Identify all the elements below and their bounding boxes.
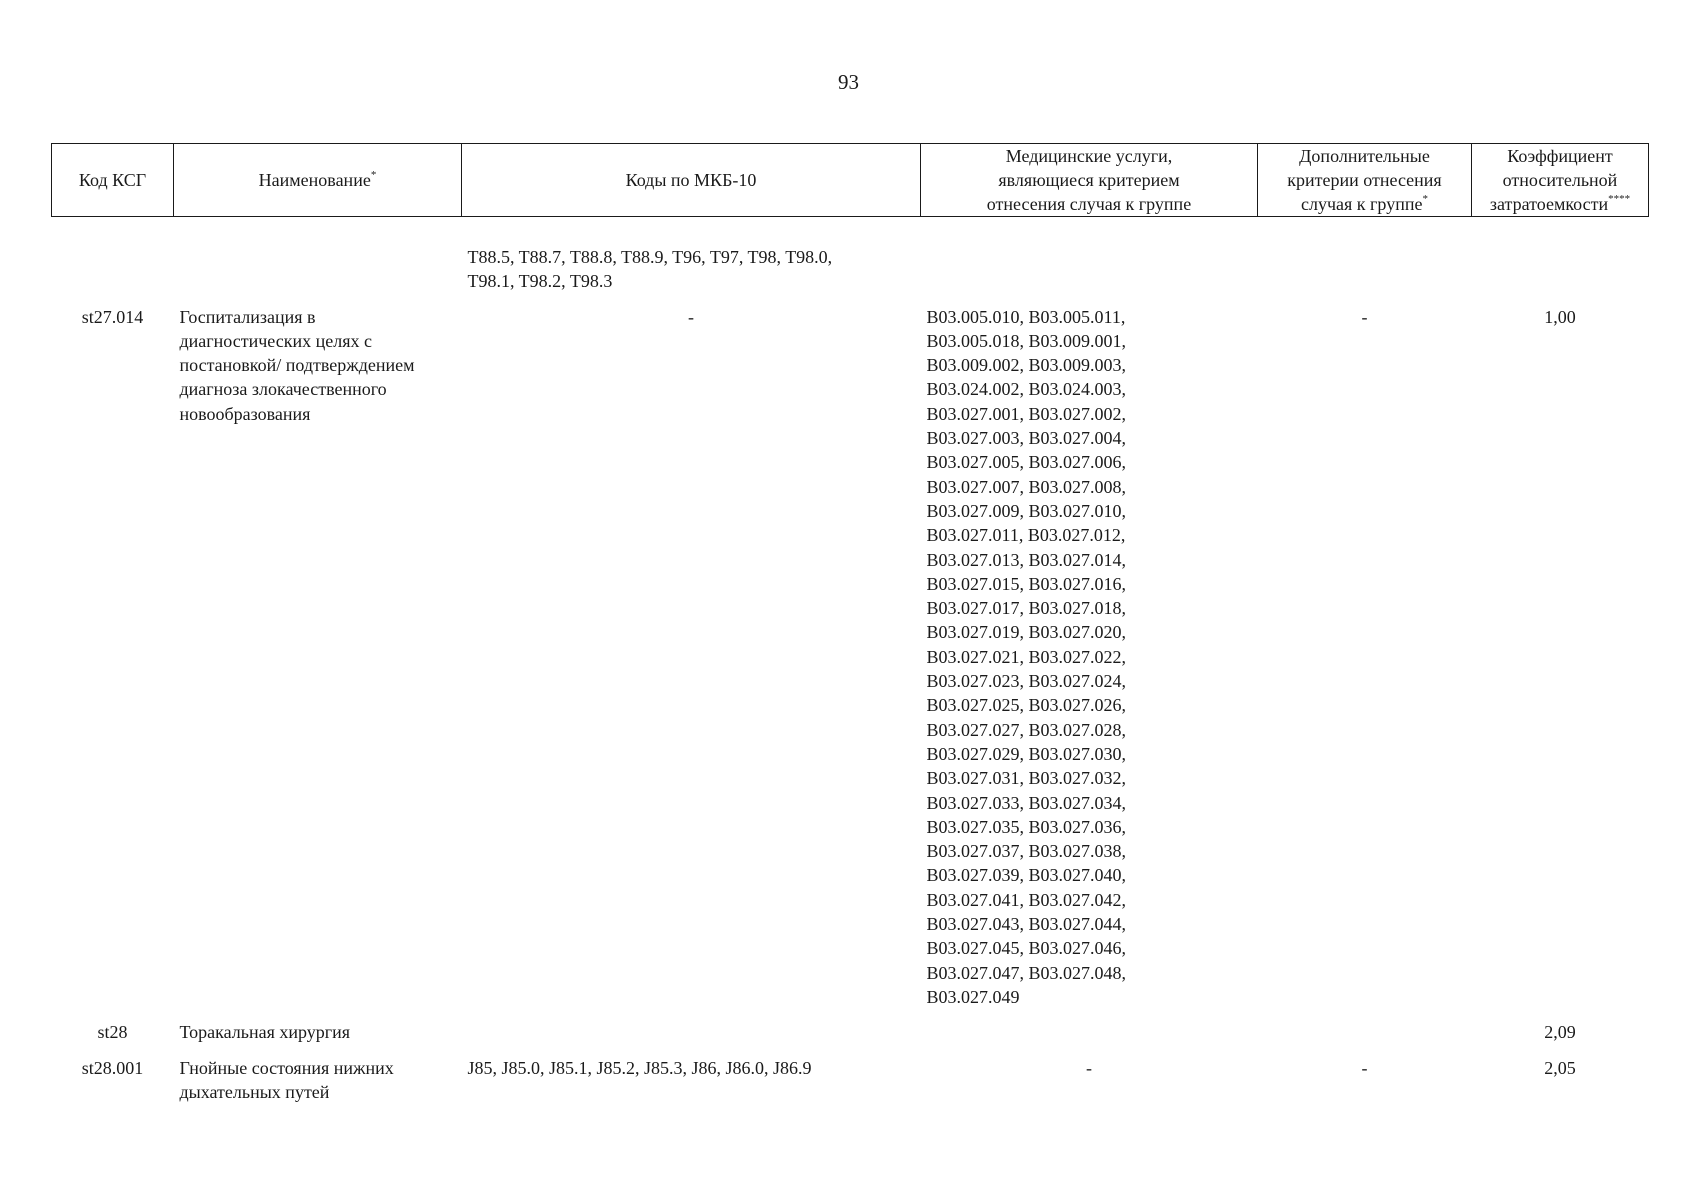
ksg-name-cell: Гнойные состояния нижних дыхательных путей [179, 1057, 394, 1102]
extra-criteria-cell: - [1361, 1057, 1368, 1078]
table-row [52, 1020, 1649, 1055]
table-row [52, 305, 1649, 1021]
page-number: 93 [838, 70, 859, 94]
ksg-code-cell: st28 [97, 1022, 128, 1043]
header-name: Наименование* [174, 144, 462, 217]
coefficient-cell: 1,00 [1544, 306, 1576, 327]
footnote-mark: **** [1608, 193, 1631, 205]
services-cell: B03.005.010, B03.005.011, B03.005.018, B03.009.001, B03.009.002, B03.009.003, B03.024.002, B03.024.003, B03.027.001, B03.027.002, B03.027.003, B03.027.004, B03.027.005, B03.027.006, B03.027.007, B03.027.008, B03.027.009, B03.027.010, B03.027.011, B03.027.012, B03.027.013, B03.027.014, B03.027.015, B03.027.016, B03.027.017, B03.027.018, B03.027.019, B03.027.020, B03.027.021, B03.027.022, B03.027.023, B03.027.024, B03.027.025, B03.027.026, B03.027.027, B03.027.028, B03.027.029, B03.027.030, B03.027.031, B03.027.032, B03.027.033, B03.027.034, B03.027.035, B03.027.036, B03.027.037, B03.027.038, B03.027.039, B03.027.040, B03.027.041, B03.027.042, B03.027.043, B03.027.044, B03.027.045, B03.027.046, B03.027.047, B03.027.048, B03.027.049 [926, 306, 1127, 1007]
ksg-code-cell: st27.014 [81, 306, 144, 327]
services-cell: - [1086, 1057, 1092, 1078]
header-coefficient: Коэффициент относительной затратоемкости**** [1472, 144, 1649, 217]
table-header [52, 144, 1649, 217]
ksg-name-cell: Торакальная хирургия [179, 1022, 351, 1043]
mkb-codes-cell: J85, J85.0, J85.1, J85.2, J85.3, J86, J86.0, J86.9 [467, 1057, 812, 1078]
coefficient-cell: 2,05 [1544, 1057, 1576, 1078]
footnote-mark: * [370, 169, 377, 181]
ksg-name-cell: Госпитализация в диагностических целях с постановкой/ подтверждением диагноза злокачественного новообразования [179, 306, 415, 424]
table-row [52, 245, 1649, 305]
header-services: Медицинские услуги, являющиеся критерием отнесения случая к группе [921, 144, 1258, 217]
header-code: Код КСГ [52, 144, 174, 217]
header-extra-criteria: Дополнительные критерии отнесения случая к группе* [1258, 144, 1472, 217]
footnote-mark: * [1422, 193, 1428, 205]
extra-criteria-cell: - [1361, 306, 1368, 327]
mkb-codes-cell: T88.5, T88.7, T88.8, T88.9, T96, T97, T98, T98.0, T98.1, T98.2, T98.3 [467, 247, 833, 292]
coefficient-cell: 2,09 [1544, 1022, 1576, 1043]
ksg-table [51, 143, 1649, 1104]
mkb-codes-cell: - [688, 306, 694, 327]
table-row [52, 1056, 1649, 1105]
header-mkb: Коды по МКБ-10 [462, 144, 921, 217]
ksg-code-cell: st28.001 [81, 1057, 144, 1078]
